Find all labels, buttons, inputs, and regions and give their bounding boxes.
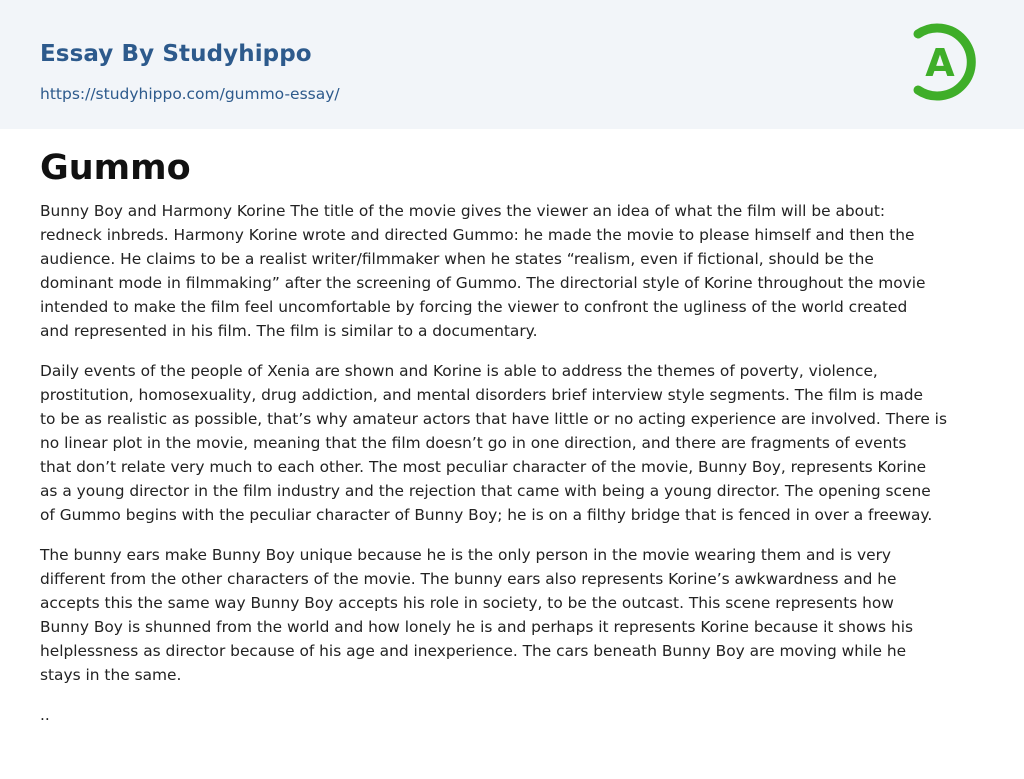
essay-paragraph-3: The bunny ears make Bunny Boy unique because he is the only person in the movie wearing them and is very different from the other characters of the movie. The bunny ears also represents Korine’s awkwardness and he accepts this the same way Bunny Boy accepts his role in society, to be the outcast. This scene represents how Bunny Boy is shunned from the world and how lonely he is and perhaps it represents Korine because it shows his helplessness as director because of his age and inexperience. The cars beneath Bunny Boy are moving while he stays in the same. xyxy=(40,546,914,684)
essay-paragraph-1: Bunny Boy and Harmony Korine The title of the movie gives the viewer an idea of what the film will be about: redneck inbreds. Harmony Korine wrote and directed Gummo: he made the movie to please himself and then the audience. He claims to be a realist writer/filmmaker when he states “realism, even if fictional, should be the dominant mode in filmmaking” after the screening of Gummo. The directorial style of Korine throughout the movie intended to make the film feel uncomfortable by forcing the viewer to confront the ugliness of the world created and represented in his film. The film is similar to a documentary. xyxy=(40,202,926,340)
essay-paragraph-2: Daily events of the people of Xenia are shown and Korine is able to address the themes of poverty, violence, prostitution, homosexuality, drug addiction, and mental disorders brief interview style segments. The film is made to be as realistic as possible, that’s why amateur actors that have little or no acting experience are involved. There is no linear plot in the movie, meaning that the film doesn’t go in one direction, and there are fragments of events that don’t relate very much to each other. The most peculiar character of the movie, Bunny Boy, represents Korine as a young director in the film industry and the rejection that came with being a young director. The opening scene of Gummo begins with the peculiar character of Bunny Boy; he is on a filthy bridge that is fenced in over a freeway. xyxy=(40,362,947,524)
essay-title: Gummo xyxy=(40,148,191,188)
essay-url-link[interactable]: https://studyhippo.com/gummo-essay/ xyxy=(40,85,340,103)
essay-content xyxy=(40,146,985,727)
essay-ellipsis: .. xyxy=(40,706,50,724)
logo-letter: A xyxy=(925,41,955,85)
studyhippo-logo-icon[interactable] xyxy=(908,18,988,106)
brand-title[interactable]: Essay By Studyhippo xyxy=(40,41,312,67)
site-header xyxy=(0,0,1024,129)
